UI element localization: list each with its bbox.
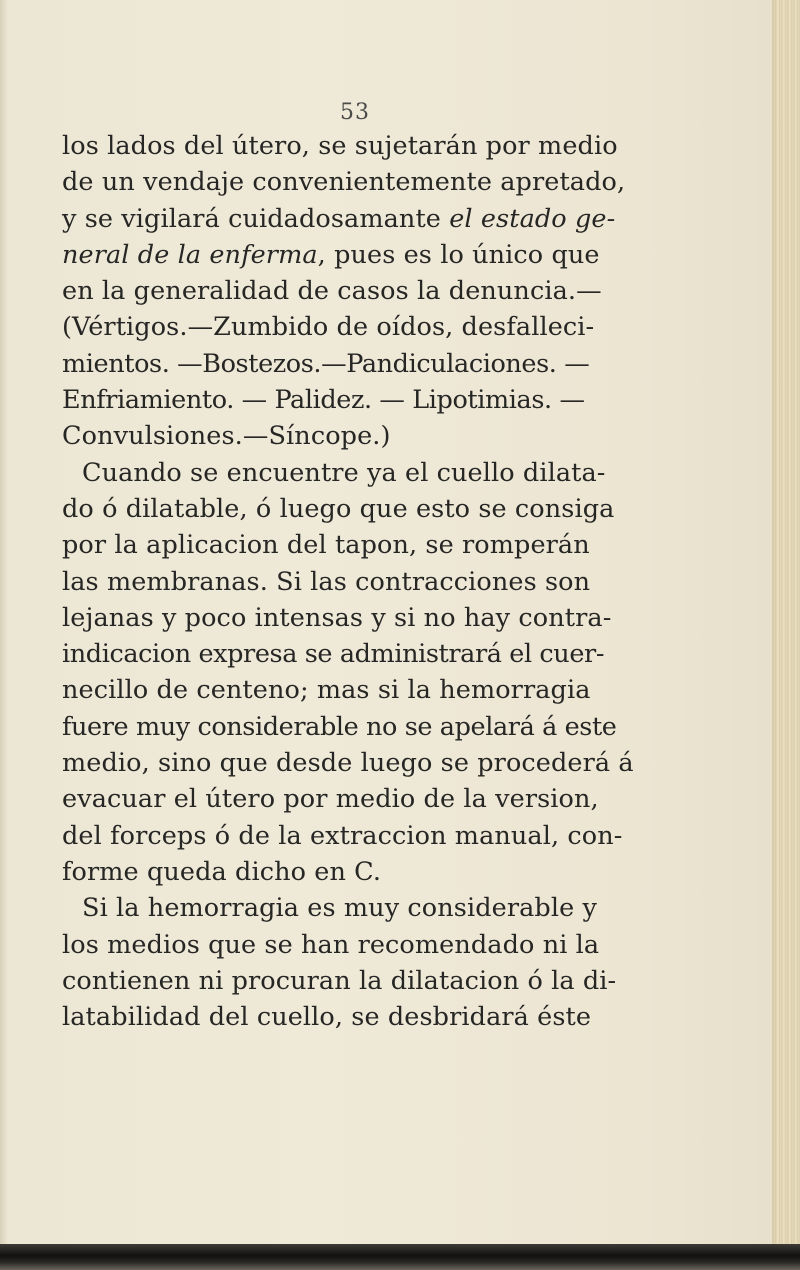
- text-line: las membranas. Si las contracciones son: [62, 566, 591, 597]
- text-line: medio, sino que desde luego se procederá á: [62, 748, 634, 779]
- text-line: mientos. —Bostezos.—Pandiculaciones. —: [62, 348, 590, 379]
- text-line: necillo de centeno; mas si la hemorragia: [62, 675, 591, 706]
- text-line: evacuar el útero por medio de la version,: [62, 784, 599, 815]
- text-line: los lados del útero, se sujetarán por medio: [62, 131, 618, 161]
- page-bottom-edge: [0, 1244, 800, 1270]
- text-run: y se vigilará cuidadosamante: [62, 203, 450, 234]
- page-stack-edge: [774, 0, 800, 1245]
- text-line: de un vendaje convenientemente apretado,: [62, 167, 626, 198]
- text-line: [62, 237, 712, 273]
- text-line: Cuando se encuentre ya el cuello dilata-: [82, 457, 606, 488]
- text-line: fuere muy considerable no se apelará á este: [62, 711, 617, 742]
- page-gutter-shadow: [0, 0, 8, 1245]
- italic-phrase: el estado ge-: [449, 203, 616, 234]
- text-run: , pues es lo único que: [317, 239, 600, 270]
- text-line: (Vértigos.—Zumbido de oídos, desfalleci-: [62, 312, 595, 343]
- text-line: Si la hemorragia es muy considerable y: [82, 893, 597, 924]
- text-line: los medios que se han recomendado ni la: [62, 929, 600, 960]
- page-number: 53: [340, 100, 370, 125]
- text-line: Convulsiones.—Síncope.): [62, 421, 391, 452]
- body-text: [62, 128, 712, 1035]
- text-line: por la aplicacion del tapon, se romperán: [62, 530, 590, 561]
- text-line: Enfriamiento. — Palidez. — Lipotimias. —: [62, 385, 585, 416]
- text-line: en la generalidad de casos la denuncia.—: [62, 276, 602, 307]
- text-line: del forceps ó de la extraccion manual, con-: [62, 820, 623, 851]
- text-line: do ó dilatable, ó luego que esto se consiga: [62, 493, 615, 524]
- text-line: lejanas y poco intensas y si no hay contra-: [62, 602, 612, 633]
- text-line: contienen ni procuran la dilatacion ó la di-: [62, 965, 617, 996]
- text-line: indicacion expresa se administrará el cuer-: [62, 639, 605, 670]
- text-line: [62, 201, 712, 237]
- text-line: latabilidad del cuello, se desbridará éste: [62, 1002, 592, 1033]
- italic-phrase: neral de la enferma: [62, 239, 318, 270]
- text-line: forme queda dicho en C.: [62, 856, 382, 887]
